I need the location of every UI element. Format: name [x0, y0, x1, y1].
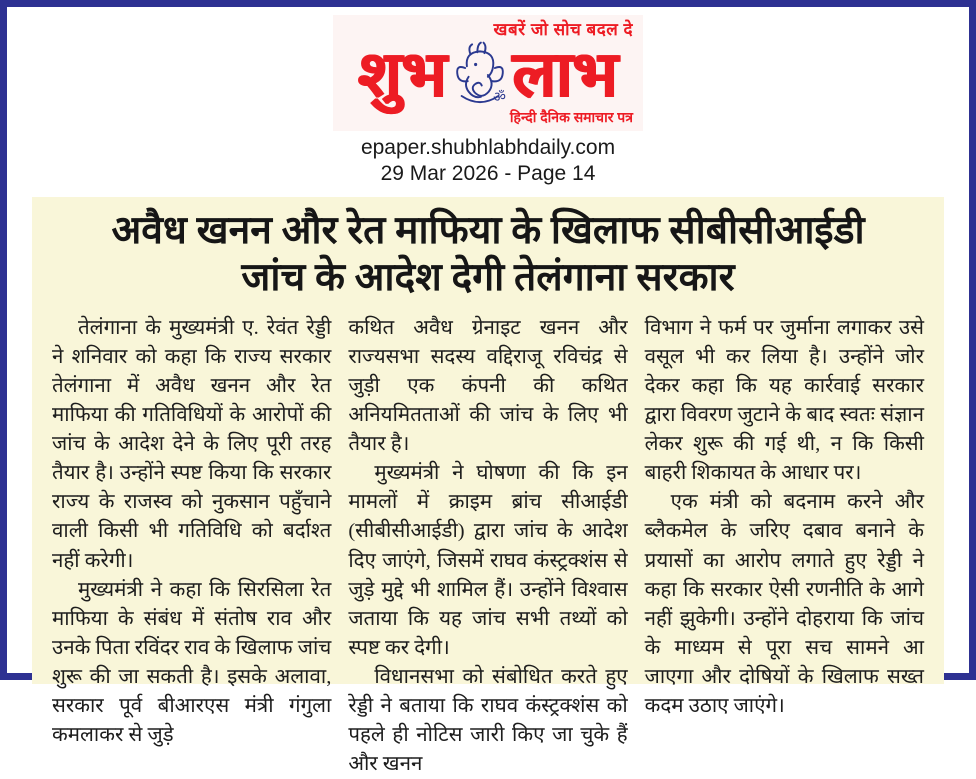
article-headline	[52, 207, 924, 302]
epaper-date-page: 29 Mar 2026 - Page 14	[380, 162, 596, 186]
paragraph: एक मंत्री को बदनाम करने और ब्लैकमेल के जरिए दबाव बनाने के प्रयासों का आरोप लगाते हुए रेड्डी ने कहा कि सरकार ऐसी रणनीति के आगे नहीं झुकेगी। उन्होंने दोहराया कि जांच के माध्यम से पूरा सच सामने आ जाएगा और दोषियों के खिलाफ सख्त कदम उठाए जाएंगे।	[644, 491, 924, 718]
paragraph: कथित अवैध ग्रेनाइट खनन और राज्यसभा सदस्य वद्दिराजू रविचंद्र से जुड़ी एक कंपनी की कथित अनियमितताओं की जांच के लिए भी तैयार है।	[348, 316, 628, 456]
headline-line-2: जांच के आदेश देगी तेलंगाना सरकार	[241, 256, 735, 300]
logo-title	[343, 40, 633, 110]
paragraph: विभाग ने फर्म पर जुर्माना लगाकर उसे वसूल भी कर लिया है। उन्होंने जोर देकर कहा कि यह कार्रवाई सरकार द्वारा विवरण जुटाने के बाद स्वतः संज्ञान लेकर शुरू की गई थी, न कि किसी बाहरी शिकायत के आधार पर।	[644, 316, 924, 485]
logo-word-labh: लाभ	[512, 39, 618, 111]
article-body	[52, 314, 924, 779]
logo-subtitle: हिन्दी दैनिक समाचार पत्र	[509, 109, 633, 125]
article-clipping	[32, 197, 944, 776]
paragraph: विधानसभा को संबोधित करते हुए रेड्डी ने बताया कि राघव कंस्ट्रक्शंस को पहले ही नोटिस जारी किए जा चुके हैं और खनन	[348, 665, 628, 776]
newspaper-logo	[333, 15, 643, 131]
om-symbol: ॐ	[492, 90, 506, 106]
logo-word-shubh: शुभ	[358, 39, 447, 111]
logo-tagline: खबरें जो सोच बदल दे	[493, 20, 633, 39]
paragraph: मुख्यमंत्री ने घोषणा की कि इन मामलों में क्राइम ब्रांच सीआईडी (सीबीसीआईडी) द्वारा जांच के आदेश दिए जाएंगे, जिसमें राघव कंस्ट्रक्शंस से जुड़े मुद्दे भी शामिल हैं। उन्होंने विश्वास जताया कि यह जांच सभी तथ्यों को स्पष्ट कर देगी।	[348, 462, 628, 659]
article-column-1	[52, 314, 331, 779]
article-column-2	[348, 314, 627, 779]
headline-line-1: अवैध खनन और रेत माफिया के खिलाफ सीबीसीआईडी	[111, 208, 865, 252]
paragraph: मुख्यमंत्री ने कहा कि सिरसिला रेत माफिया के संबंध में संतोष राव और उनके पिता रविंदर राव के खिलाफ जांच शुरू की जा सकती है। इसके अलावा, सरकार पूर्व बीआरएस मंत्री गंगुला कमलाकर से जुड़े	[52, 578, 332, 747]
paragraph: तेलंगाना के मुख्यमंत्री ए. रेवंत रेड्डी ने शनिवार को कहा कि राज्य सरकार तेलंगाना में अवैध खनन और रेत माफिया की गतिविधियों के आरोपों की जांच के आदेश देने के लिए पूरी तरह तैयार है। उन्होंने स्पष्ट किया कि सरकार राज्य के राजस्व को नुकसान पहुँचाने वाली किसी भी गतिविधि को बर्दाश्त नहीं करेगी।	[52, 316, 332, 572]
epaper-meta	[7, 135, 969, 188]
epaper-website: epaper.shubhlabhdaily.com	[360, 136, 616, 159]
masthead	[7, 7, 969, 131]
article-column-3	[645, 314, 924, 779]
ganesha-icon	[449, 40, 511, 110]
